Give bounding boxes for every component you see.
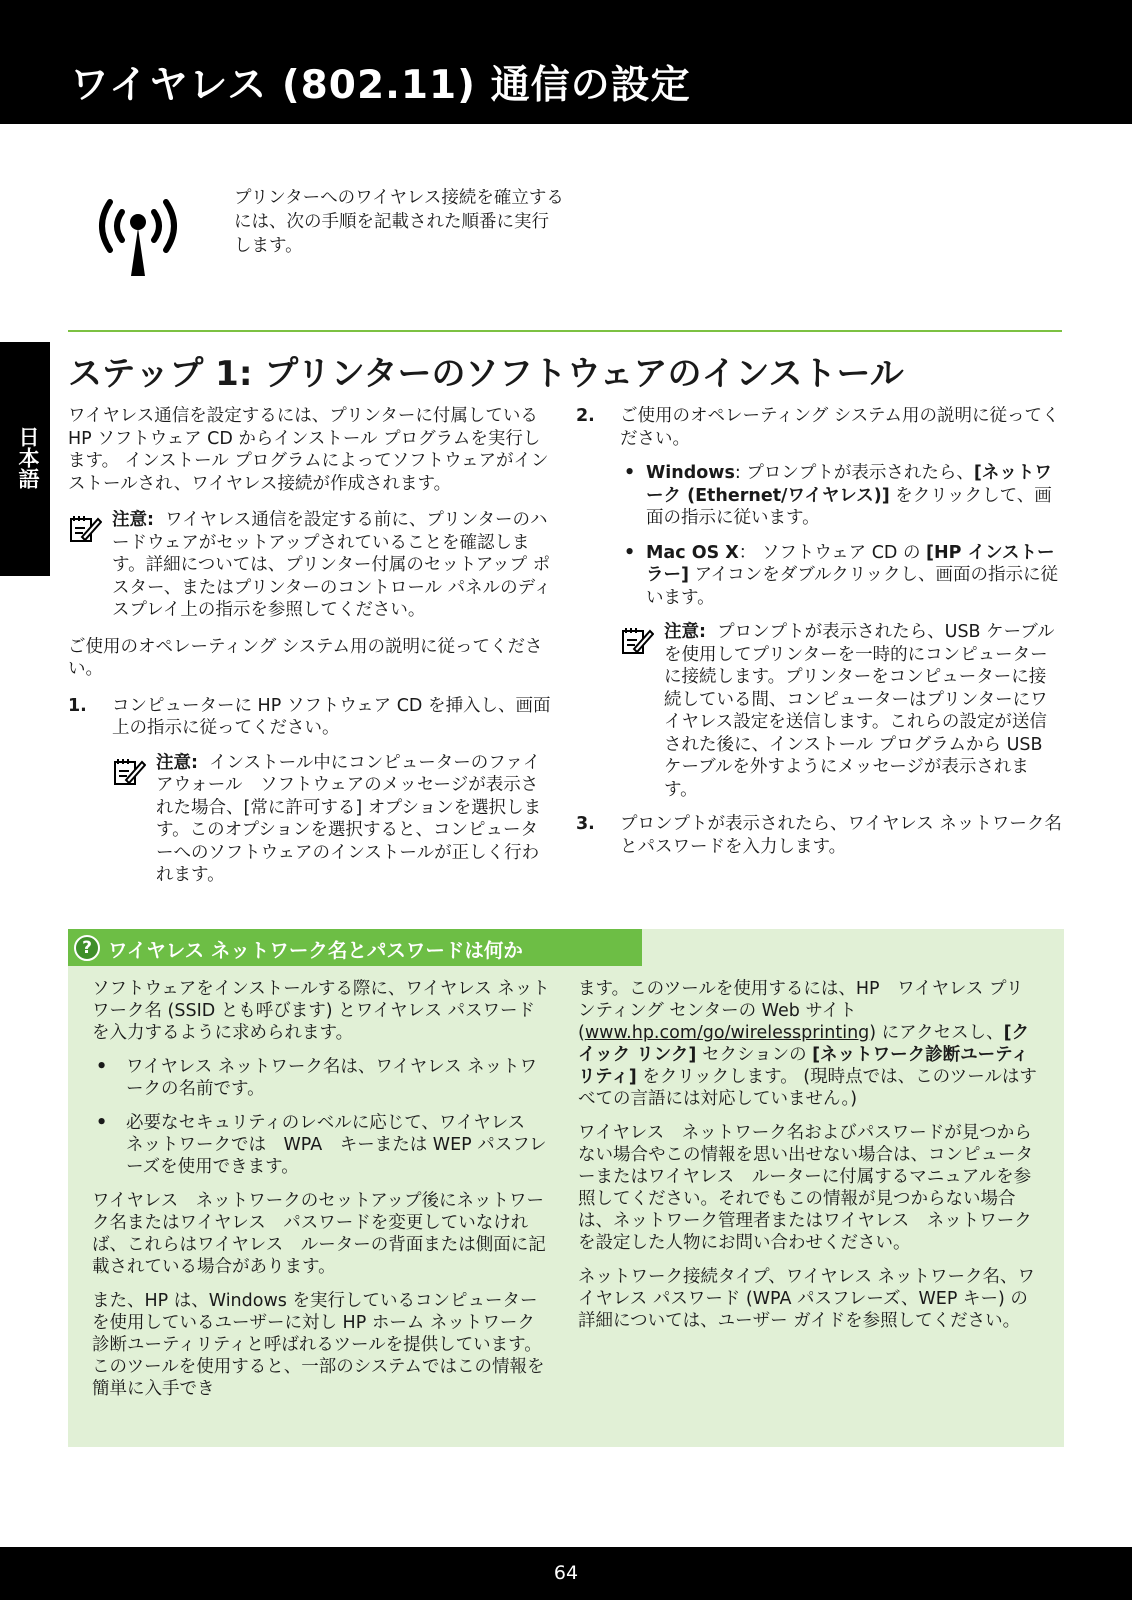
os-label: Windows (646, 463, 735, 483)
instruction-text: をクリックして、画面の指示に従います。 (646, 485, 1052, 528)
note-text: ワイヤレス通信を設定する前に、プリンターのハードウェアがセットアップされていることを確認します。詳細については、プリンター付属のセットアップ ポスター、またはプリンターのコントロール パネルのディスプレイ上の指示を参照してください。 (112, 510, 552, 620)
instruction-bold: [HP インストーラー] (646, 542, 1055, 585)
note-block (112, 752, 554, 887)
list-item: • ワイヤレス ネットワーク名は、ワイヤレス ネットワークの名前です。 (92, 1056, 552, 1100)
step-number: 2. (576, 406, 595, 426)
note-text: プロンプトが表示されたら、USB ケーブルを使用してプリンターを一時的にコンピューターに接続します。プリンターをコンピューターに接続している間、コンピューターはプリンターにワイヤレス設定を送信します。これらの設定が送信された後に、インストール プログラムから USB ケーブルを外すようにメッセージが表示されます。 (664, 622, 1055, 800)
step-number: 1. (68, 695, 87, 716)
note-label: 注意: (112, 510, 154, 530)
wireless-printing-link[interactable]: www.hp.com/go/wirelessprinting (584, 1023, 870, 1043)
info-panel-header (68, 929, 642, 966)
panel-bold: [ネットワーク診断ユーティリティ] (578, 1045, 1029, 1087)
step1-left-column (68, 405, 554, 887)
mac-instruction: • Mac OS X： ソフトウェア CD の [HP インストーラー] アイコンをダブルクリックし、画面の指示に従います。 (624, 542, 1059, 608)
step-number: 3. (576, 814, 595, 834)
windows-instruction: • Windows: プロンプトが表示されたら、[ネットワーク (Ethernet/ワイヤレス)] をクリックして、画面の指示に従います。 (624, 463, 1052, 528)
panel-text: をクリックします。 (現時点では、このツールはすべての言語には対応していません。) (578, 1067, 1037, 1109)
panel-para: ソフトウェアをインストールする際に、ワイヤレス ネットワーク名 (SSID とも呼びます) とワイヤレス パスワードを入力するように求められます。 (92, 979, 550, 1043)
note-text: インストール中にコンピューターのファイアウォール ソフトウェアのメッセージが表示された場合、[常に許可する] オプションを選択します。このオプションを選択すると、コンピューターへのソフトウェアのインストールが正しく行われます。 (156, 752, 542, 885)
note-block (620, 621, 1062, 801)
note-block (68, 509, 554, 622)
panel-para (578, 978, 1040, 1110)
step1-right-column (576, 405, 1062, 858)
info-panel-left-column (92, 978, 552, 1400)
instruction-bold: [ネットワーク (Ethernet/ワイヤレス)] (646, 463, 1052, 506)
language-tab (0, 342, 50, 576)
step-item-1 (68, 695, 554, 740)
page-header (0, 0, 1132, 124)
step-text: ご使用のオペレーティング システム用の説明に従ってください。 (620, 406, 1060, 449)
page-number: 64 (553, 1562, 579, 1584)
instruction-text: ： ソフトウェア CD の (738, 542, 927, 563)
panel-text: ) にアクセスし、 (869, 1023, 1004, 1043)
question-circle-icon: ? (74, 935, 100, 961)
list-item-text: ワイヤレス ネットワーク名は、ワイヤレス ネットワークの名前です。 (126, 1057, 538, 1099)
step-text: コンピューターに HP ソフトウェア CD を挿入し、画面上の指示に従ってください。 (112, 695, 551, 738)
list-item: • 必要なセキュリティのレベルに応じて、ワイヤレス ネットワークでは WPA キーまたは WEP パスフレーズを使用できます。 (92, 1112, 552, 1178)
step-item-3 (576, 813, 1062, 858)
os-label: Mac OS X (646, 542, 739, 563)
step-text: プロンプトが表示されたら、ワイヤレス ネットワーク名とパスワードを入力します。 (620, 814, 1062, 857)
note-label: 注意: (664, 622, 706, 642)
list-item-text: 必要なセキュリティのレベルに応じて、ワイヤレス ネットワークでは WPA キーまたは WEP パスフレーズを使用できます。 (126, 1113, 547, 1177)
step-item-2 (576, 405, 1062, 450)
page-footer (0, 1547, 1132, 1600)
note-pencil-icon (68, 511, 102, 545)
note-pencil-icon (112, 754, 146, 788)
info-panel-title: ワイヤレス ネットワーク名とパスワードは何か (108, 939, 523, 962)
panel-text: ます。このツールを使用するには、HP ワイヤレス プリンティング センターの Web サイト( (578, 979, 1024, 1043)
panel-text: セクションの (696, 1045, 813, 1065)
step1-para2: ご使用のオペレーティング システム用の説明に従ってください。 (68, 636, 543, 679)
panel-para: ネットワーク接続タイプ、ワイヤレス ネットワーク名、ワイヤレス パスワード (WPA パスフレーズ、WEP キー) の詳細については、ユーザー ガイドを参照してください。 (578, 1267, 1036, 1331)
wireless-antenna-icon (92, 188, 184, 280)
intro-text: プリンターへのワイヤレス接続を確立するには、次の手順を記載された順番に実行します。 (234, 188, 564, 256)
instruction-text: アイコンをダブルクリックし、画面の指示に従います。 (646, 565, 1059, 608)
panel-bold: [クイック リンク] (578, 1023, 1030, 1065)
panel-para: また、HP は、Windows を実行しているコンピューターを使用しているユーザーに対し HP ホーム ネットワーク診断ユーティリティと呼ばれるツールを提供しています。このツールを使用すると、一部のシステムではこの情報を簡単に入手でき (92, 1291, 545, 1399)
instruction-text: : プロンプトが表示されたら、 (734, 463, 974, 483)
note-pencil-icon (620, 623, 654, 657)
section-divider (68, 330, 1062, 332)
language-tab-label: 日本語 (16, 426, 40, 489)
step1-para1: ワイヤレス通信を設定するには、プリンターに付属している HP ソフトウェア CD からインストール プログラムを実行します。 インストール プログラムによってソフトウェアがインストールされ、ワイヤレス接続が作成されます。 (68, 406, 549, 494)
panel-para: ワイヤレス ネットワークのセットアップ後にネットワーク名またはワイヤレス パスワードを変更していなければ、これらはワイヤレス ルーターの背面または側面に記載されている場合があります。 (92, 1191, 546, 1277)
step1-title: ステップ 1: プリンターのソフトウェアのインストール (68, 354, 904, 394)
note-label: 注意: (156, 752, 198, 773)
panel-para: ワイヤレス ネットワーク名およびパスワードが見つからない場合やこの情報を思い出せない場合は、コンピューターまたはワイヤレス ルーターに付属するマニュアルを参照してください。それでもこの情報が見つからない場合は、ネットワーク管理者またはワイヤレス ネットワークを設定した人物にお問い合わせください。 (578, 1123, 1033, 1253)
info-panel-right-column (578, 978, 1040, 1332)
page-title: ワイヤレス (802.11) 通信の設定 (70, 63, 691, 108)
